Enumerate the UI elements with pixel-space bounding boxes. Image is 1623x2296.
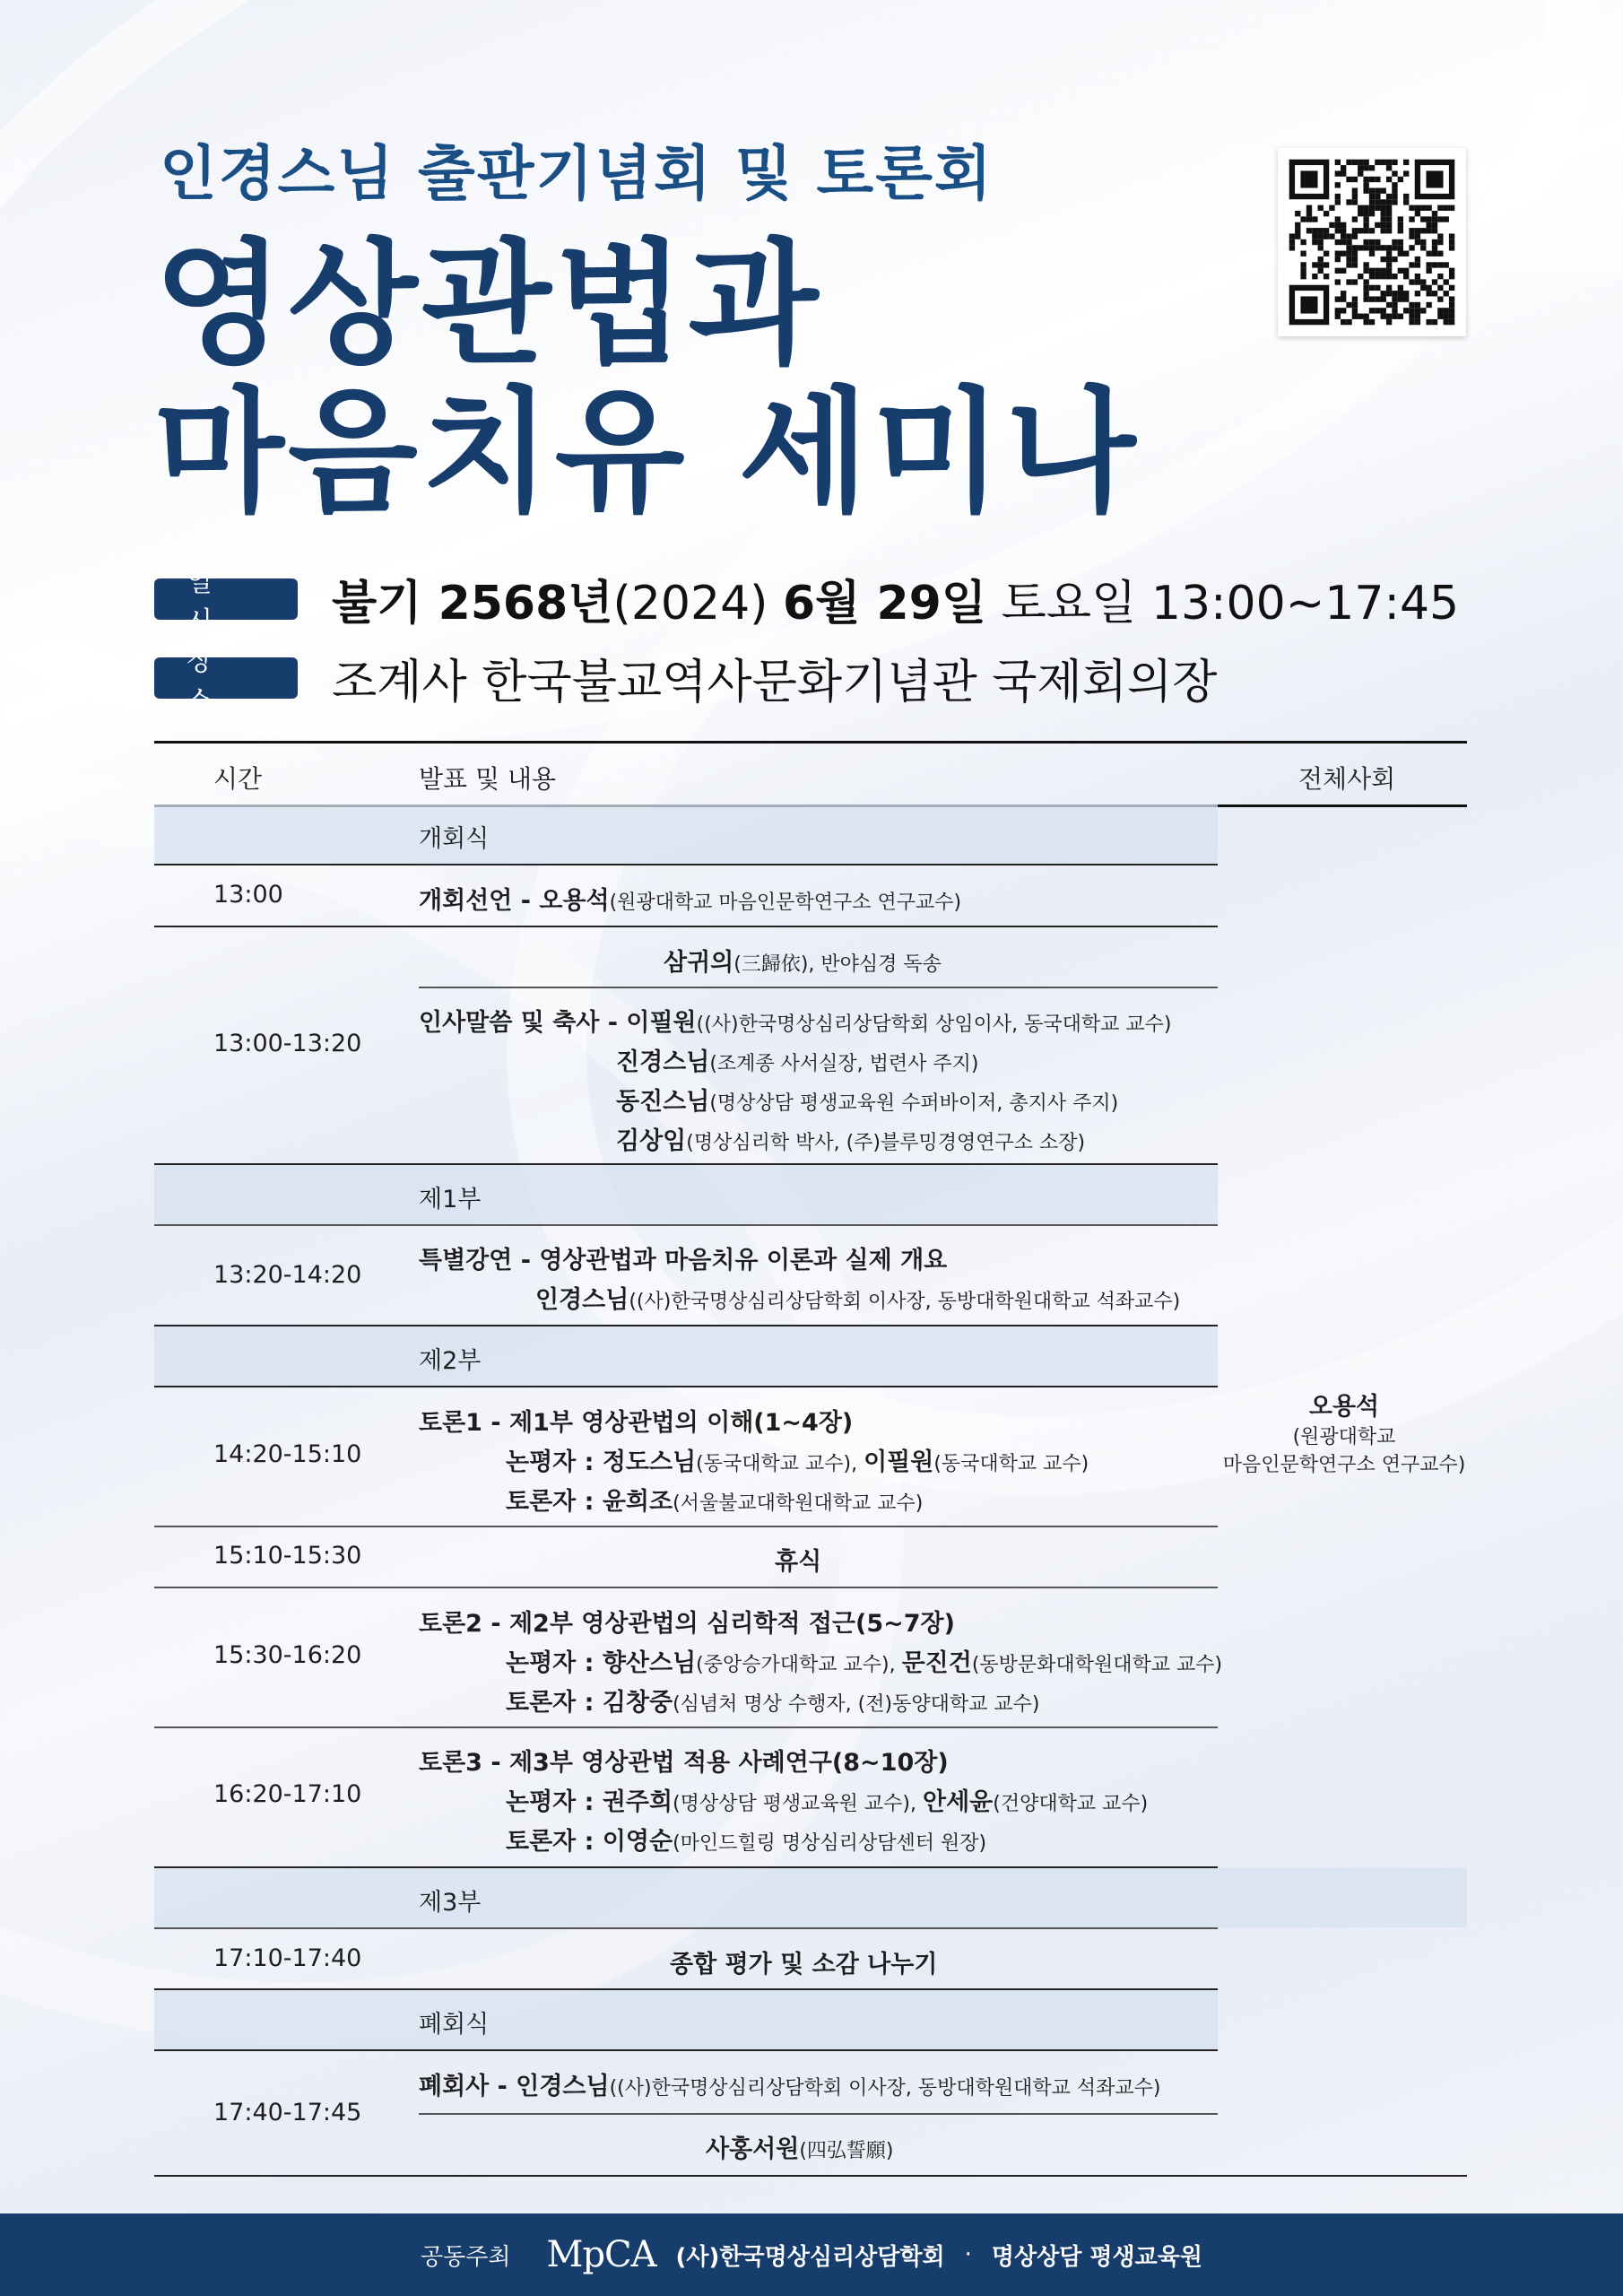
footer-banner bbox=[0, 2213, 1623, 2296]
discussion2-panel: 논평자 : 향산스님(중앙승가대학교 교수), 문진건(동방문화대학원대학교 교수) bbox=[506, 1649, 1223, 1677]
time-cell: 16:20-17:10 bbox=[213, 1780, 362, 1808]
date-label: 일 시 bbox=[154, 578, 298, 620]
date-row bbox=[154, 565, 1460, 638]
qr-code-icon[interactable] bbox=[1278, 148, 1466, 336]
divider bbox=[154, 926, 1218, 927]
mpca-logo: MpCA bbox=[546, 2234, 656, 2275]
section-opening: 개회식 bbox=[419, 825, 490, 853]
discussion1-debater: 토론자 : 윤희조(서울불교대학원대학교 교수) bbox=[506, 1488, 924, 1516]
greeting-line: 동진스님(명상상담 평생교육원 수퍼바이저, 총지사 주지) bbox=[616, 1088, 1119, 1116]
footer-org1: (사)한국명상심리상담학회 bbox=[675, 2243, 945, 2271]
footer-org2: 명상상담 평생교육원 bbox=[991, 2243, 1202, 2271]
time-cell: 13:20-14:20 bbox=[213, 1261, 362, 1289]
divider bbox=[419, 2113, 1218, 2115]
summary-label: 종합 평가 및 소감 나누기 bbox=[670, 1951, 938, 1979]
band-part2 bbox=[154, 1326, 1218, 1386]
event-title-line1: 영상관법과 bbox=[154, 227, 822, 383]
discussion1-panel: 논평자 : 정도스님(동국대학교 교수), 이필원(동국대학교 교수) bbox=[506, 1448, 1089, 1476]
discussion3-panel: 논평자 : 권주희(명상상담 평생교육원 교수), 안세윤(건양대학교 교수) bbox=[506, 1788, 1149, 1816]
greeting-line: 인사말씀 및 축사 - 이필원((사)한국명상심리상담학회 상임이사, 동국대학교 교수) bbox=[419, 1009, 1172, 1037]
discussion2-debater: 토론자 : 김창중(심념처 명상 수행자, (전)동양대학교 교수) bbox=[506, 1689, 1040, 1717]
time-cell: 14:20-15:10 bbox=[213, 1440, 362, 1468]
four-vows: 사홍서원(四弘誓願) bbox=[706, 2135, 894, 2163]
divider bbox=[419, 987, 1218, 988]
time-cell: 13:00-13:20 bbox=[213, 1030, 362, 1057]
time-cell: 17:10-17:40 bbox=[213, 1944, 362, 1972]
section-part3: 제3부 bbox=[419, 1889, 482, 1917]
break-label: 휴식 bbox=[775, 1548, 822, 1576]
divider bbox=[154, 2049, 1218, 2051]
divider bbox=[154, 1224, 1218, 1226]
discussion3-debater: 토론자 : 이영순(마인드힐링 명상심리상담센터 원장) bbox=[506, 1828, 987, 1856]
time-cell: 15:30-16:20 bbox=[213, 1641, 362, 1669]
discussion3-title: 토론3 - 제3부 영상관법 적용 사례연구(8~10장) bbox=[419, 1749, 949, 1777]
divider bbox=[154, 1587, 1218, 1588]
greeting-line: 진경스님(조계종 사서실장, 법련사 주지) bbox=[616, 1048, 979, 1076]
lecture-speaker: 인경스님((사)한국명상심리상담학회 이사장, 동방대학원대학교 석좌교수) bbox=[535, 1286, 1181, 1314]
band-part3 bbox=[154, 1868, 1467, 1927]
mc-affiliation: 마음인문학연구소 연구교수) bbox=[1222, 1454, 1466, 1476]
place-label: 장 소 bbox=[154, 657, 298, 699]
samgwiui: 삼귀의(三歸依), 반야심경 독송 bbox=[664, 949, 942, 977]
band-closing bbox=[154, 1990, 1218, 2049]
event-subtitle: 인경스님 출판기념회 및 토론회 bbox=[160, 139, 994, 208]
divider bbox=[154, 864, 1218, 865]
footer-label: 공동주최 bbox=[421, 2243, 511, 2271]
divider bbox=[154, 1726, 1218, 1728]
time-cell: 17:40-17:45 bbox=[213, 2099, 362, 2126]
lecture-title: 특별강연 - 영상관법과 마음치유 이론과 실제 개요 bbox=[419, 1247, 948, 1274]
opening-declaration: 개회선언 - 오용석(원광대학교 마음인문학연구소 연구교수) bbox=[419, 887, 962, 915]
mc-name: 오용석 bbox=[1308, 1393, 1380, 1421]
place-row bbox=[154, 644, 1218, 717]
discussion1-title: 토론1 - 제1부 영상관법의 이해(1~4장) bbox=[419, 1409, 854, 1437]
band-opening bbox=[154, 804, 1218, 864]
header-time: 시간 bbox=[213, 764, 263, 794]
schedule-table bbox=[154, 741, 1467, 2163]
closing-address: 폐회사 - 인경스님((사)한국명상심리상담학회 이사장, 동방대학원대학교 석좌교수) bbox=[419, 2073, 1161, 2100]
divider bbox=[154, 1526, 1218, 1527]
date-value: 불기 2568년(2024) 6월 29일 토요일 13:00~17:45 bbox=[332, 577, 1460, 631]
greeting-line: 김상임(명상심리학 박사, (주)블루밍경영연구소 소장) bbox=[616, 1127, 1086, 1155]
time-cell: 13:00 bbox=[213, 881, 283, 909]
header-content: 발표 및 내용 bbox=[419, 764, 557, 794]
master-of-ceremonies bbox=[1221, 1387, 1467, 1477]
place-value: 조계사 한국불교역사문화기념관 국제회의장 bbox=[332, 656, 1218, 709]
divider bbox=[154, 2175, 1467, 2177]
section-closing: 폐회식 bbox=[419, 2011, 490, 2039]
section-part2: 제2부 bbox=[419, 1347, 482, 1375]
time-cell: 15:10-15:30 bbox=[213, 1542, 362, 1570]
table-header bbox=[154, 741, 1467, 807]
discussion2-title: 토론2 - 제2부 영상관법의 심리학적 접근(5~7장) bbox=[419, 1610, 955, 1638]
band-part1 bbox=[154, 1165, 1218, 1224]
event-title-line2: 마음치유 세미나 bbox=[154, 375, 1140, 531]
section-part1: 제1부 bbox=[419, 1186, 482, 1213]
divider bbox=[154, 1386, 1218, 1387]
mc-affiliation: (원광대학교 bbox=[1292, 1426, 1396, 1448]
divider bbox=[154, 1927, 1218, 1929]
header-mc: 전체사회 bbox=[1298, 764, 1396, 794]
footer-separator: · bbox=[964, 2241, 972, 2268]
